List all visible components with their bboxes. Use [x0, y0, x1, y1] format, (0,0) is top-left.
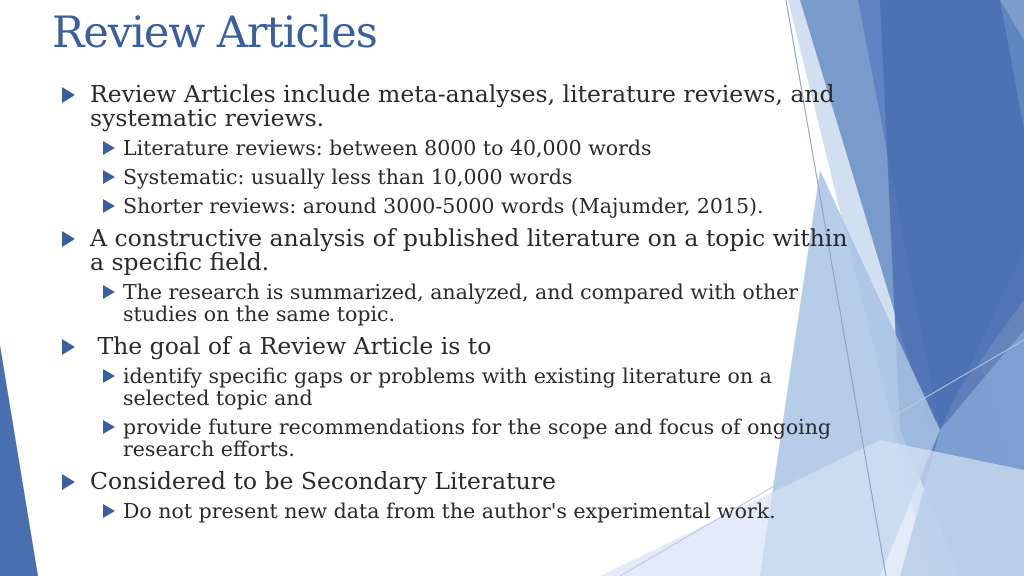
slide-title: Review Articles [52, 8, 377, 58]
triangle-right-icon [103, 285, 115, 299]
triangle-right-icon [62, 87, 75, 103]
bullet-text: Considered to be Secondary Literature [90, 467, 556, 495]
sub-bullet-text: Systematic: usually less than 10,000 words [123, 165, 573, 189]
sub-bullet-text: provide future recommendations for the scope and focus of ongoing research efforts. [123, 415, 832, 461]
bullet-item [62, 82, 852, 130]
bullet-item [62, 469, 852, 493]
sub-bullet-item [103, 281, 852, 325]
left-edge-shape [0, 345, 38, 576]
triangle-right-icon [62, 339, 75, 355]
sub-bullet-item [103, 195, 852, 217]
sub-bullet-item [103, 365, 852, 409]
triangle-right-icon [62, 231, 75, 247]
bullet-list [62, 82, 852, 522]
bullet-item [62, 334, 852, 358]
bullet-item [62, 226, 852, 274]
sub-bullet-item [103, 166, 852, 188]
triangle-right-icon [103, 420, 115, 434]
sub-bullet-text: identify specific gaps or problems with existing literature on a selected topic and [123, 364, 772, 410]
bullet-text: The goal of a Review Article is to [90, 332, 492, 360]
bullet-text: Review Articles include meta-analyses, literature reviews, and systematic reviews. [90, 80, 835, 132]
sub-bullet-text: Shorter reviews: around 3000-5000 words (Majumder, 2015). [123, 194, 764, 218]
sub-bullet-text: Do not present new data from the author's experimental work. [123, 499, 776, 523]
triangle-right-icon [103, 504, 115, 518]
triangle-right-icon [62, 474, 75, 490]
sub-bullet-item [103, 137, 852, 159]
triangle-right-icon [103, 199, 115, 213]
sub-bullet-item [103, 416, 852, 460]
triangle-right-icon [103, 141, 115, 155]
bullet-text: A constructive analysis of published literature on a topic within a specific field. [90, 224, 848, 276]
triangle-right-icon [103, 170, 115, 184]
triangle-right-icon [103, 369, 115, 383]
sub-bullet-item [103, 500, 852, 522]
sub-bullet-text: The research is summarized, analyzed, and compared with other studies on the same topic. [123, 280, 799, 326]
sub-bullet-text: Literature reviews: between 8000 to 40,000 words [123, 136, 652, 160]
